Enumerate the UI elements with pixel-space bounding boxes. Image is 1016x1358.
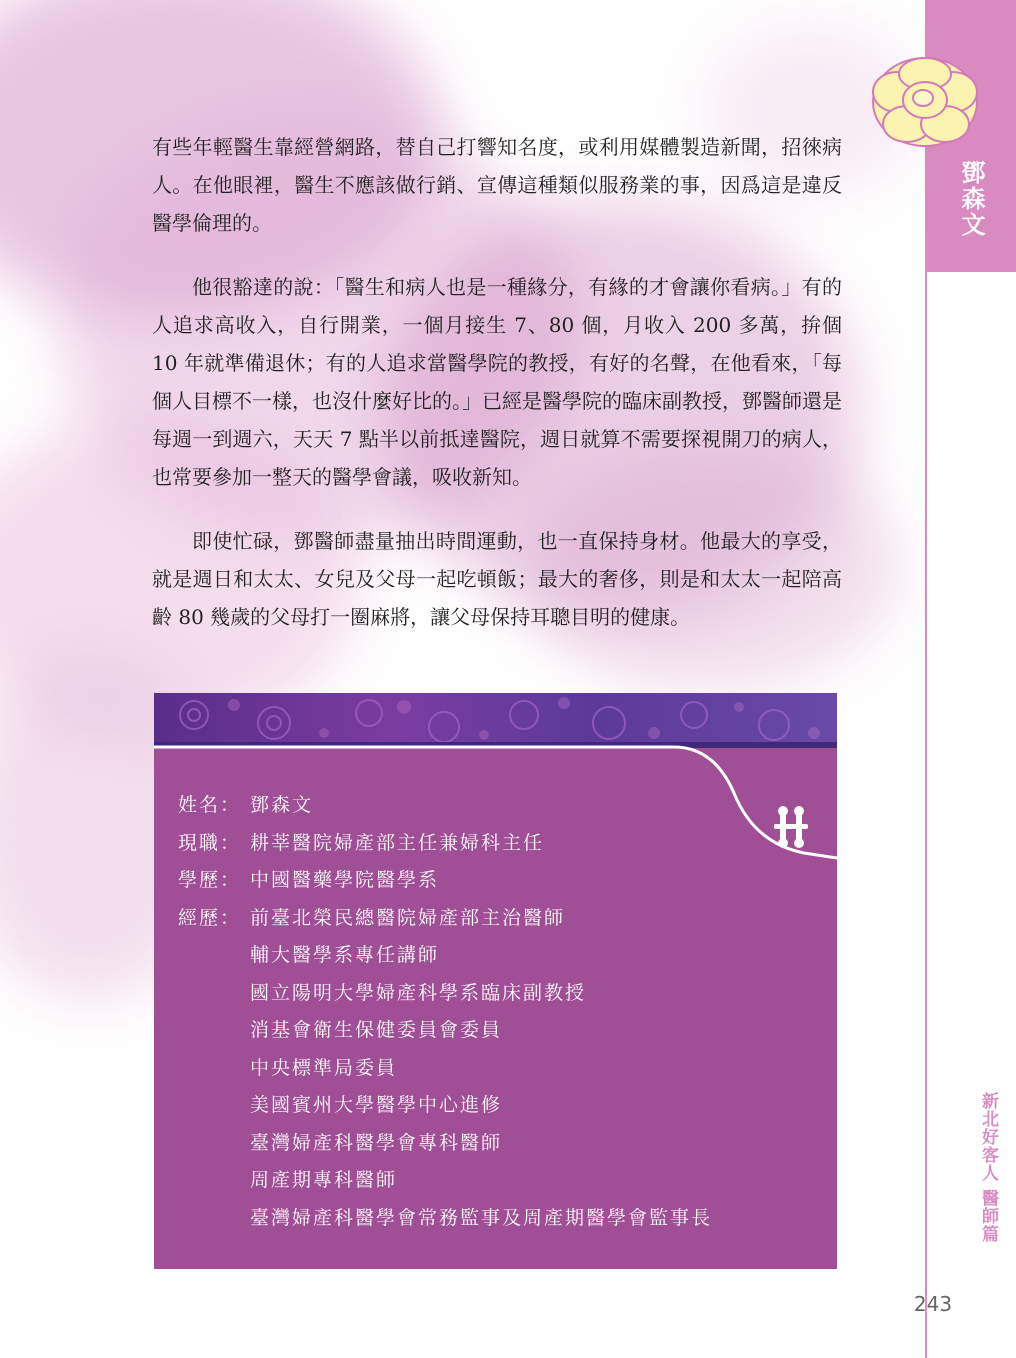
experience-label: 經歷： (178, 906, 242, 929)
experience-item: 臺灣婦產科醫學會常務監事及周產期醫學會監事長 (250, 1206, 713, 1229)
profile-details (178, 787, 798, 1237)
education-value: 中國醫藥學院醫學系 (250, 869, 440, 891)
article-body (152, 128, 842, 648)
profile-box (154, 693, 837, 1269)
paragraph: 他很豁達的說：「醫生和病人也是一種緣分，有緣的才會讓你看病。」有的人追求高收入，自行開業，一個月接生 7、80 個，月收入 200 多萬，拚個 10 年就準備退休；有的人追求當醫學院的教授，有好的名聲，在他看來，「每個人目標不一樣，也沒什麼好比的。」已經是醫學院的臨床副教授，鄧醫師還是每週一到週六，天天 7 點半以前抵達醫院，週日就算不需要探視開刀的病人，也常要參加一整天的醫學會議，吸收新知。 (152, 275, 842, 489)
sidebar (925, 0, 1016, 1358)
position-value: 耕莘醫院婦產部主任兼婦科主任 (250, 831, 545, 854)
experience-item: 周產期專科醫師 (250, 1169, 398, 1191)
series-title-vertical: 新北好客人 醫師篇 (978, 1092, 998, 1243)
profile-education-row (178, 862, 798, 900)
position-label: 現職： (178, 831, 242, 854)
page-number: 243 (913, 1292, 953, 1316)
author-name-vertical: 鄧森文 (957, 160, 986, 238)
rose-flower-icon (867, 52, 983, 152)
experience-item: 輔大醫學系專任講師 (250, 944, 440, 966)
paragraph: 即使忙碌，鄧醫師盡量抽出時間運動，也一直保持身材。他最大的享受，就是週日和太太、女兒及父母一起吃頓飯；最大的奢侈，則是和太太一起陪高齡 80 幾歲的父母打一圈麻將，讓父母保持耳聰目明的健康。 (152, 529, 842, 629)
experience-item: 消基會衛生保健委員會委員 (250, 1019, 503, 1041)
profile-experience-row (178, 900, 798, 938)
education-label: 學歷： (178, 869, 242, 891)
paragraph: 有些年輕醫生靠經營網路，替自己打響知名度，或利用媒體製造新聞，招徠病人。在他眼裡，醫生不應該做行銷、宣傳這種類似服務業的事，因爲這是違反醫學倫理的。 (152, 135, 842, 235)
experience-item: 美國賓州大學醫學中心進修 (250, 1094, 503, 1116)
name-label: 姓名： (178, 794, 242, 816)
experience-item: 前臺北榮民總醫院婦產部主治醫師 (250, 906, 566, 929)
profile-position-row (178, 825, 798, 863)
experience-item: 中央標準局委員 (250, 1056, 398, 1079)
profile-name-row (178, 787, 798, 825)
experience-item: 臺灣婦產科醫學會專科醫師 (250, 1131, 503, 1154)
experience-item: 國立陽明大學婦產科學系臨床副教授 (250, 981, 587, 1004)
name-value: 鄧森文 (250, 794, 314, 816)
